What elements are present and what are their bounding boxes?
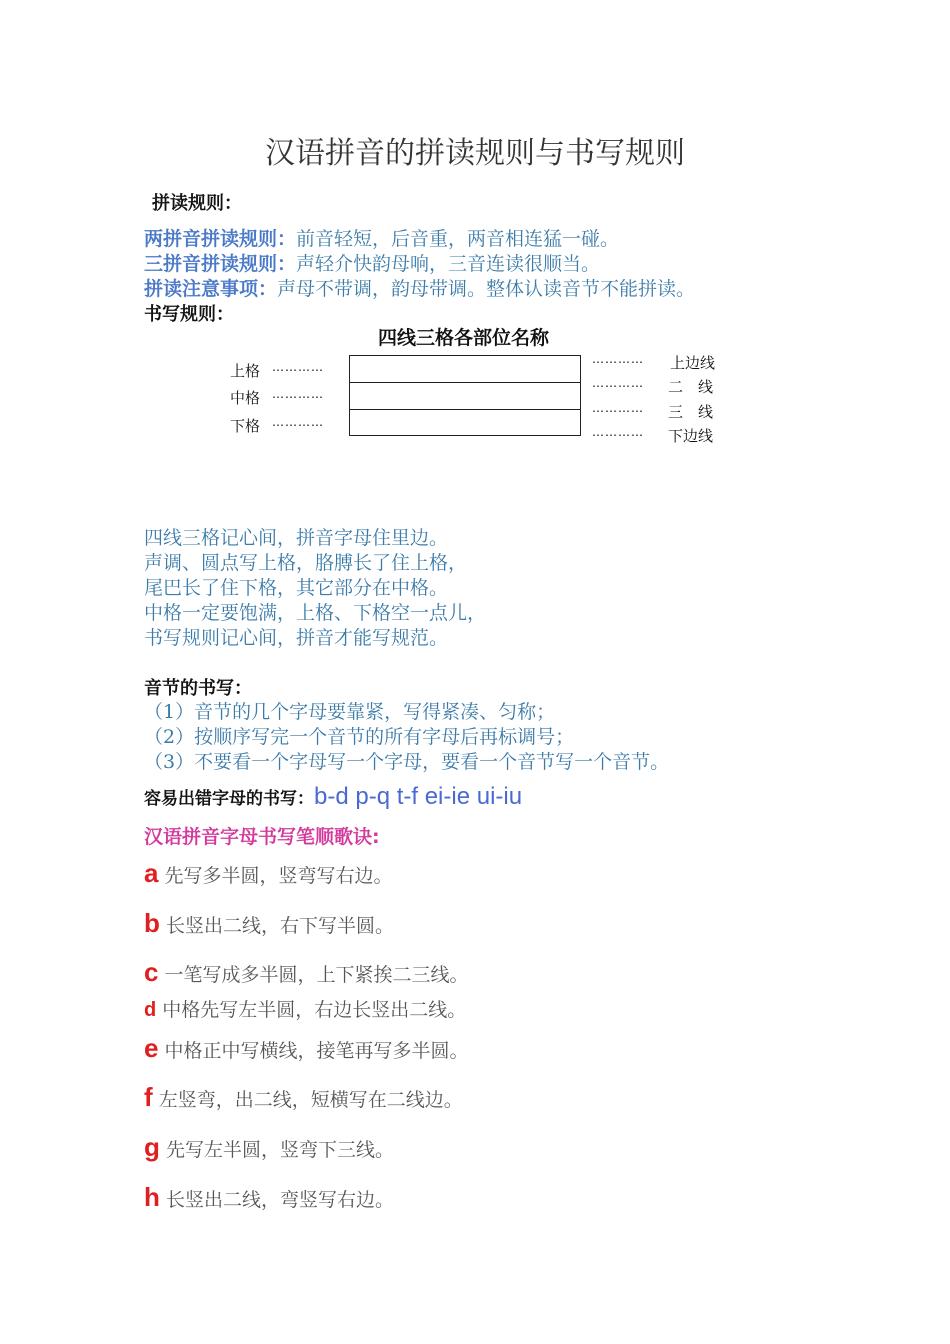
song-letter: f xyxy=(144,1082,153,1112)
song-letter: a xyxy=(144,858,159,888)
page-title: 汉语拼音的拼读规则与书写规则 xyxy=(265,136,685,171)
song-letter: g xyxy=(144,1132,160,1162)
dots: ………… xyxy=(272,387,324,401)
syllable-item: （3）不要看一个字母写一个字母，要看一个音节写一个音节。 xyxy=(144,751,670,773)
song-item xyxy=(144,1082,463,1113)
dots: ………… xyxy=(272,415,324,429)
rule-text: 声母不带调，韵母带调。整体认读音节不能拼读。 xyxy=(277,278,696,300)
syllable-item: （1）音节的几个字母要靠紧，写得紧凑、匀称； xyxy=(144,701,556,723)
song-text: 先写左半圆，竖弯下三线。 xyxy=(165,1139,394,1161)
grid-line-2 xyxy=(350,382,580,383)
dots: ………… xyxy=(592,401,644,415)
song-title: 汉语拼音字母书写笔顺歌诀: xyxy=(144,826,380,848)
reading-rule xyxy=(144,274,695,301)
label-upper-grid: 上格 xyxy=(230,362,261,380)
rule-label: 拼读注意事项： xyxy=(144,278,278,300)
syllable-heading: 音节的书写： xyxy=(144,678,252,699)
song-item xyxy=(144,957,469,988)
song-letter: d xyxy=(144,999,157,1021)
song-item xyxy=(144,1182,394,1213)
song-item xyxy=(144,995,466,1022)
song-text: 长竖出二线，右下写半圆。 xyxy=(165,915,394,937)
song-text: 一笔写成多半圆，上下紧挨二三线。 xyxy=(164,964,469,986)
song-text: 中格正中写横线，接笔再写多半圆。 xyxy=(164,1040,469,1062)
label-second-line: 二 线 xyxy=(668,378,714,396)
label-top-line: 上边线 xyxy=(670,354,716,372)
writing-heading: 书写规则： xyxy=(144,304,234,325)
grid-line-3 xyxy=(350,409,580,410)
rule-label: 三拼音拼读规则： xyxy=(144,253,297,275)
label-bottom-line: 下边线 xyxy=(668,427,714,445)
song-text: 左竖弯，出二线，短横写在二线边。 xyxy=(158,1089,463,1111)
song-letter: c xyxy=(144,957,159,987)
dots: ………… xyxy=(592,425,644,439)
song-letter: e xyxy=(144,1033,159,1063)
song-letter: b xyxy=(144,908,160,938)
label-lower-grid: 下格 xyxy=(230,417,261,435)
label-middle-grid: 中格 xyxy=(230,389,261,407)
dots: ………… xyxy=(592,352,644,366)
song-letter: h xyxy=(144,1182,160,1212)
song-text: 先写多半圆，竖弯写右边。 xyxy=(164,865,393,887)
song-text: 长竖出二线，弯竖写右边。 xyxy=(165,1189,394,1211)
diagram-title: 四线三格各部位名称 xyxy=(378,327,550,349)
rule-label: 两拼音拼读规则： xyxy=(144,228,297,250)
song-item xyxy=(144,1132,394,1163)
song-text: 中格先写左半圆，右边长竖出二线。 xyxy=(162,999,467,1021)
reading-heading: 拼读规则： xyxy=(152,193,242,214)
song-item xyxy=(144,908,394,939)
poem-line: 尾巴长了住下格，其它部分在中格。 xyxy=(144,577,449,599)
dots: ………… xyxy=(272,360,324,374)
poem-line: 声调、圆点写上格，胳膊长了住上格， xyxy=(144,552,468,574)
rule-text: 前音轻短，后音重，两音相连猛一碰。 xyxy=(296,228,620,250)
error-label: 容易出错字母的书写： xyxy=(144,789,314,809)
poem-line: 中格一定要饱满，上格、下格空一点儿， xyxy=(144,602,487,624)
poem-line: 书写规则记心间，拼音才能写规范。 xyxy=(144,627,449,649)
syllable-item: （2）按顺序写完一个音节的所有字母后再标调号； xyxy=(144,726,575,748)
label-third-line: 三 线 xyxy=(668,403,714,421)
grid-box xyxy=(349,355,581,436)
reading-rule xyxy=(144,224,619,251)
dots: ………… xyxy=(592,376,644,390)
error-letters xyxy=(144,783,522,811)
song-item xyxy=(144,858,393,889)
rule-text: 声轻介快韵母响，三音连读很顺当。 xyxy=(296,253,601,275)
error-value: b-d p-q t-f ei-ie ui-iu xyxy=(314,783,523,810)
reading-rule xyxy=(144,249,600,276)
song-item xyxy=(144,1033,469,1064)
poem-line: 四线三格记心间，拼音字母住里边。 xyxy=(144,527,449,549)
